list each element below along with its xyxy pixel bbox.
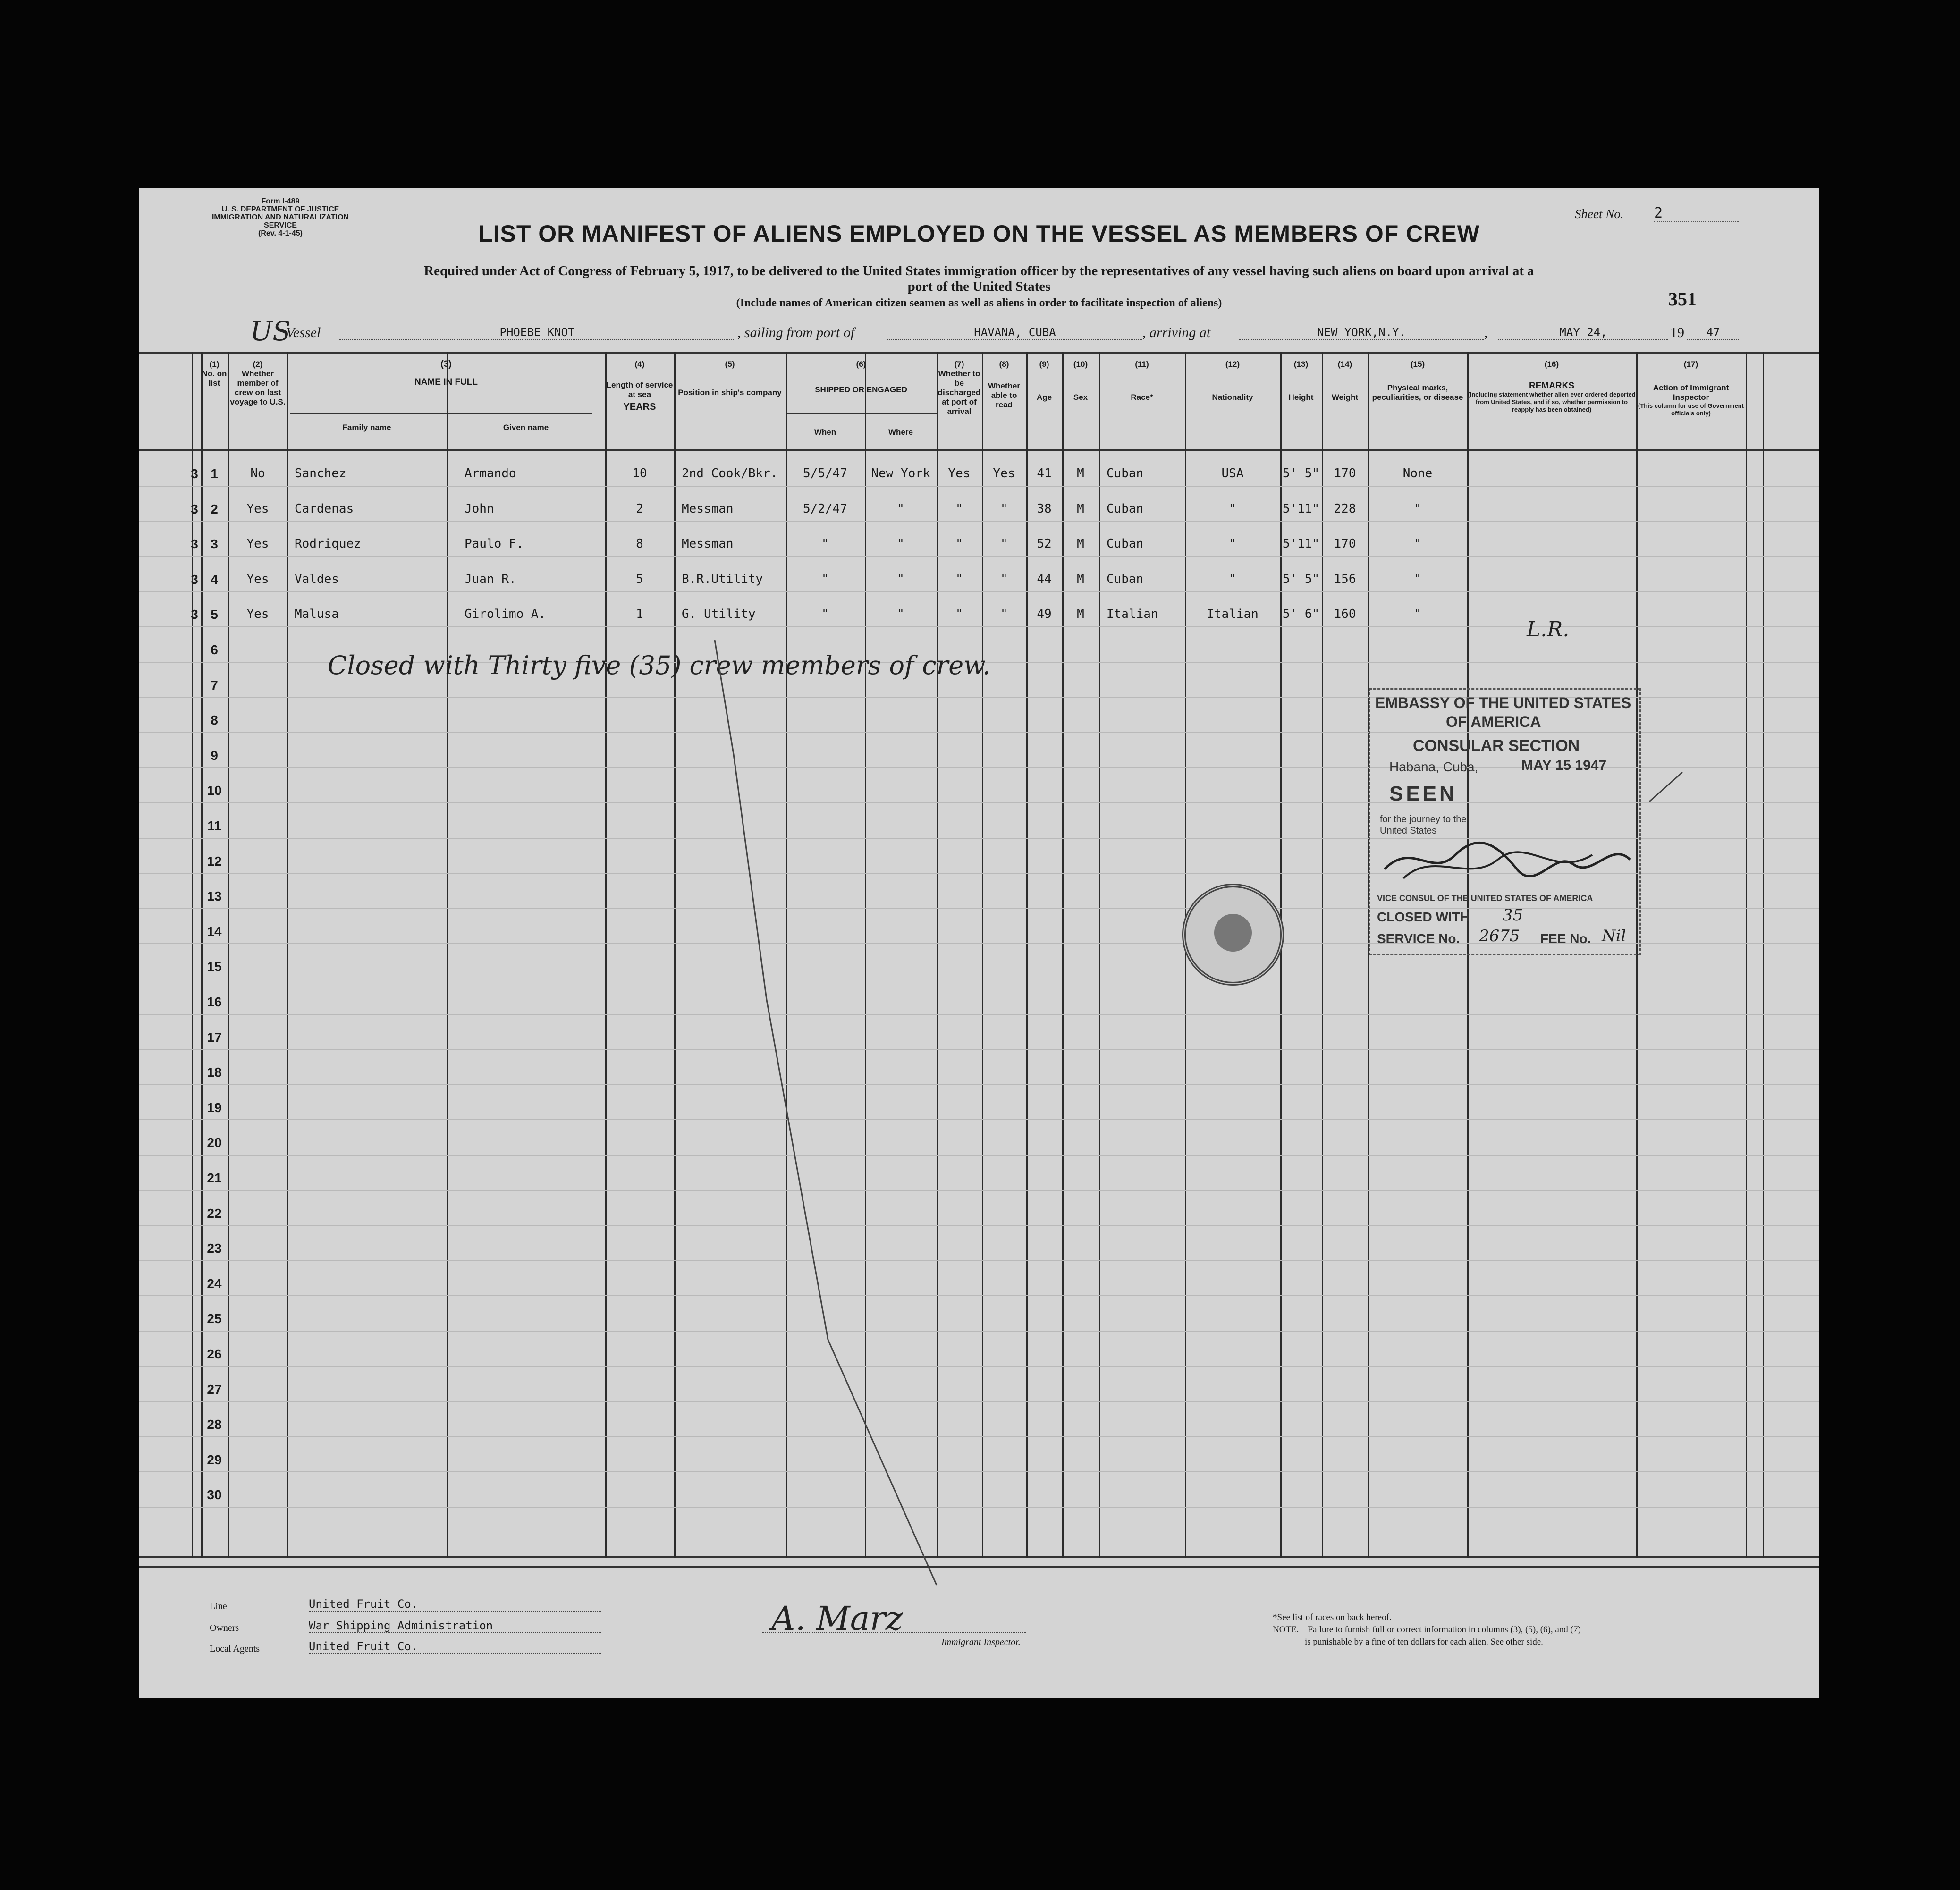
cell-where: New York — [871, 466, 930, 481]
row-number: 9 — [211, 748, 218, 763]
cell-height: 5'11" — [1282, 537, 1320, 551]
stamp-seen: SEEN — [1389, 782, 1457, 805]
note-races: *See list of races on back hereof. — [1273, 1612, 1392, 1622]
col-family-name: Family name — [342, 423, 391, 432]
col12-num: (12) — [1225, 360, 1240, 369]
col-inspector-note: (This column for use of Government officials only) — [1638, 402, 1744, 417]
cell-nationality: Italian — [1207, 607, 1259, 622]
cell-prev: Yes — [246, 501, 269, 516]
cell-family: Cardenas — [295, 501, 354, 516]
row-number: 1 — [211, 466, 218, 481]
row-number: 18 — [207, 1065, 222, 1080]
col15-num: (15) — [1410, 360, 1425, 369]
col-race: Race* — [1131, 393, 1153, 402]
cell-years: 10 — [632, 466, 647, 481]
row-number-prefix: 3 — [191, 572, 198, 587]
row-number: 21 — [207, 1171, 222, 1185]
stamp-place: Habana, Cuba, — [1389, 759, 1478, 774]
col-weight: Weight — [1331, 393, 1359, 402]
row-number: 17 — [207, 1029, 222, 1045]
cell-marks: None — [1402, 466, 1433, 481]
cell-read: " — [1000, 501, 1008, 516]
cell-weight: 228 — [1334, 501, 1356, 516]
stamp-closed-label: CLOSED WITH — [1377, 910, 1470, 924]
col-where: Where — [888, 428, 913, 437]
col-remarks-note: (Including statement whether alien ever ordered deported from United States, and if so, whether permission to reapply has been obtained) — [1468, 391, 1636, 413]
row-number: 20 — [207, 1135, 222, 1150]
cell-years: 1 — [636, 607, 643, 622]
vessel-name: PHOEBE KNOT — [339, 326, 735, 340]
arrival-year: 47 — [1687, 326, 1739, 340]
row-number: 14 — [207, 924, 222, 939]
agents-label: Local Agents — [210, 1644, 260, 1654]
row-number: 15 — [207, 959, 222, 974]
cell-read: " — [1000, 607, 1008, 622]
stamp-closed-value: 35 — [1503, 906, 1523, 925]
cell-prev: Yes — [246, 572, 269, 586]
cell-years: 2 — [636, 501, 643, 516]
remark-initials: L.R. — [1527, 617, 1570, 641]
cell-read: " — [1000, 572, 1008, 586]
col17-num: (17) — [1683, 360, 1698, 369]
col-position: Position in ship's company — [678, 388, 782, 397]
row-number: 16 — [207, 995, 222, 1009]
stamp-service-value: 2675 — [1479, 927, 1520, 945]
cell-race: Cuban — [1107, 501, 1144, 516]
row-number: 5 — [211, 607, 218, 622]
row-number: 19 — [207, 1100, 222, 1115]
cell-weight: 170 — [1334, 466, 1356, 481]
cell-when: 5/2/47 — [803, 501, 847, 516]
row-number: 3 — [211, 537, 218, 552]
stamp-journey-us: United States — [1380, 826, 1437, 836]
row-number: 6 — [211, 642, 218, 657]
note-penalty: NOTE.—Failure to furnish full or correct information in columns (3), (5), (6), and (7) — [1273, 1625, 1581, 1635]
row-number: 11 — [207, 818, 221, 833]
row-number: 24 — [207, 1276, 222, 1291]
cell-position: Messman — [682, 501, 734, 516]
col-previous-voyage: Whether member of crew on last voyage to U.S. — [230, 369, 286, 406]
cell-given: Armando — [465, 466, 516, 481]
col5-num: (5) — [725, 360, 735, 369]
col2-num: (2) — [253, 360, 263, 369]
cell-weight: 160 — [1334, 607, 1356, 622]
col-name-in-full: NAME IN FULL — [414, 377, 478, 387]
cell-sex: M — [1077, 572, 1084, 586]
cell-weight: 156 — [1334, 572, 1356, 586]
stamp-fee-label: FEE No. — [1540, 931, 1591, 946]
cell-nationality: " — [1229, 501, 1236, 516]
row-number: 13 — [207, 889, 222, 904]
col-able-to-read: Whether able to read — [988, 381, 1020, 409]
col-years-unit: YEARS — [623, 402, 656, 412]
cell-family: Malusa — [295, 607, 339, 622]
col-given-name: Given name — [503, 423, 549, 432]
stamp-fee-value: Nil — [1602, 927, 1626, 945]
row-number: 2 — [211, 501, 218, 516]
port-from: HAVANA, CUBA — [887, 326, 1142, 340]
cell-race: Cuban — [1107, 537, 1144, 551]
cell-given: Paulo F. — [465, 537, 524, 551]
cell-position: G. Utility — [682, 607, 756, 622]
cell-read: Yes — [993, 466, 1015, 481]
cell-height: 5'11" — [1282, 501, 1320, 516]
line-label: Line — [210, 1601, 227, 1612]
stamp-vice-consul: VICE CONSUL OF THE UNITED STATES OF AMERICA — [1377, 894, 1593, 903]
owners-value: War Shipping Administration — [309, 1619, 601, 1633]
cell-given: John — [465, 501, 494, 516]
cell-family: Valdes — [295, 572, 339, 586]
cell-prev: No — [250, 466, 265, 481]
note-penalty-cont: is punishable by a fine of ten dollars for each alien. See other side. — [1305, 1637, 1543, 1647]
cell-discharge: " — [955, 572, 963, 586]
row-number: 29 — [207, 1452, 222, 1467]
col16-num: (16) — [1544, 360, 1559, 369]
row-number: 22 — [207, 1206, 222, 1221]
col-inspector-action: Action of Immigrant Inspector — [1653, 383, 1729, 402]
row-number: 7 — [211, 677, 218, 692]
sheet-no-label: Sheet No. — [1575, 207, 1624, 221]
stamp-date: MAY 15 1947 — [1521, 758, 1607, 773]
col-remarks: REMARKS — [1529, 381, 1575, 391]
col-physical-marks: Physical marks, peculiarities, or disease — [1372, 383, 1463, 402]
consul-signature — [1375, 831, 1639, 888]
arriving-label: , arriving at — [1142, 325, 1211, 340]
col-discharged: Whether to be discharged at port of arrival — [938, 369, 981, 416]
row-number: 28 — [207, 1417, 222, 1432]
revision: (Rev. 4-1-45) — [258, 229, 303, 237]
col3-num: (3) — [440, 359, 452, 369]
row-number: 25 — [207, 1311, 222, 1326]
cell-age: 44 — [1037, 572, 1052, 586]
cell-where: " — [897, 607, 904, 622]
col-shipped-engaged: SHIPPED OR ENGAGED — [815, 385, 907, 394]
row-number: 10 — [207, 783, 222, 798]
col11-num: (11) — [1135, 360, 1149, 369]
cell-marks: " — [1414, 501, 1421, 516]
cell-discharge: Yes — [948, 466, 971, 481]
sheet-no-value: 2 — [1654, 205, 1739, 222]
col-no-on-list: No. on list — [202, 369, 227, 388]
cell-given: Girolimo A. — [465, 607, 546, 622]
row-number-prefix: 3 — [191, 537, 198, 552]
cell-nationality: " — [1229, 537, 1236, 551]
col4-num: (4) — [634, 360, 645, 369]
consulate-stamp — [1369, 688, 1641, 955]
col7-num: (7) — [954, 360, 964, 369]
cell-marks: " — [1414, 572, 1421, 586]
row-number: 12 — [207, 853, 222, 869]
form-number: Form I-489 — [261, 197, 300, 205]
cell-weight: 170 — [1334, 537, 1356, 551]
cell-age: 41 — [1037, 466, 1052, 481]
cell-nationality: USA — [1221, 466, 1244, 481]
row-number: 30 — [207, 1487, 222, 1502]
arrival-date: MAY 24, — [1498, 326, 1668, 340]
cell-age: 52 — [1037, 537, 1052, 551]
row-number-prefix: 3 — [191, 466, 198, 481]
cell-given: Juan R. — [465, 572, 516, 586]
cell-marks: " — [1414, 537, 1421, 551]
row-number: 27 — [207, 1382, 222, 1397]
line-value: United Fruit Co. — [309, 1597, 601, 1612]
col13-num: (13) — [1293, 360, 1309, 369]
row-number: 4 — [211, 572, 218, 587]
cell-read: " — [1000, 537, 1008, 551]
col14-num: (14) — [1337, 360, 1352, 369]
stamp-journey: for the journey to the — [1380, 814, 1467, 825]
inspector-label: Immigrant Inspector. — [941, 1637, 1021, 1647]
cell-where: " — [897, 501, 904, 516]
cell-position: B.R.Utility — [682, 572, 763, 586]
department: U. S. DEPARTMENT OF JUSTICE — [221, 205, 339, 213]
consular-seal — [1182, 884, 1284, 986]
closing-note: Closed with Thirty five (35) crew members of crew. — [328, 650, 991, 680]
cell-prev: Yes — [246, 607, 269, 622]
port-to: NEW YORK,N.Y. — [1239, 326, 1484, 340]
page-number: 351 — [1668, 288, 1697, 310]
cell-marks: " — [1414, 607, 1421, 622]
year-prefix: 19 — [1670, 325, 1684, 340]
cell-nationality: " — [1229, 572, 1236, 586]
subtitle-act: Required under Act of Congress of February 5, 1917, to be delivered to the United States immigration officer by the representatives of any vessel having such aliens on board upon arrival at a — [424, 263, 1534, 278]
row-number: 26 — [207, 1347, 222, 1361]
cell-discharge: " — [955, 501, 963, 516]
col1-num: (1) — [209, 360, 220, 369]
col9-num: (9) — [1039, 360, 1049, 369]
col6-num: (6) — [856, 360, 866, 369]
cell-age: 49 — [1037, 607, 1052, 622]
subtitle-include: (Include names of American citizen seamen as well as aliens in order to facilitate inspection of aliens) — [736, 297, 1222, 309]
stamp-consular: CONSULAR SECTION — [1413, 737, 1580, 755]
cell-sex: M — [1077, 537, 1084, 551]
cell-position: 2nd Cook/Bkr. — [682, 466, 778, 481]
owners-label: Owners — [210, 1623, 239, 1633]
row-number: 23 — [207, 1241, 222, 1256]
cell-when: " — [821, 572, 829, 586]
cell-height: 5' 5" — [1282, 572, 1320, 586]
cell-where: " — [897, 537, 904, 551]
cell-race: Italian — [1107, 607, 1158, 622]
row-number: 8 — [211, 713, 218, 728]
cell-discharge: " — [955, 607, 963, 622]
sailing-label: , sailing from port of — [737, 325, 855, 340]
service: IMMIGRATION AND NATURALIZATION SERVICE — [211, 213, 349, 229]
page-title: LIST OR MANIFEST OF ALIENS EMPLOYED ON THE VESSEL AS MEMBERS OF CREW — [478, 220, 1480, 247]
cell-family: Rodriquez — [295, 537, 361, 551]
agents-value: United Fruit Co. — [309, 1640, 601, 1654]
cell-prev: Yes — [246, 537, 269, 551]
vessel-label: Vessel — [286, 325, 321, 340]
cell-discharge: " — [955, 537, 963, 551]
cell-sex: M — [1077, 466, 1084, 481]
cell-race: Cuban — [1107, 466, 1144, 481]
stamp-america: OF AMERICA — [1446, 713, 1541, 730]
manifest-sheet: Form I-489 U. S. DEPARTMENT OF JUSTICE IMMIGRATION AND NATURALIZATION SERVICE (Rev. 4-1-45) Sheet No. 2 LIST OR MANIFEST OF ALIENS EMPLOYED ON THE VESSEL AS MEMBERS OF CREW Required under Act of Congress of February 5, 1917, to be delivered to the United States immigration officer by the representatives of any vessel having such aliens on board upon arrival at a port of the United States (Include names of American citizen seamen as well as aliens in order to facilitate inspection of aliens) 351 US Vessel PHOEBE KNOT , sailing from port of HAVANA, CUBA , arriving at NEW YORK,N.Y. , MAY 24, 19 47 (1) No. on list (2) Whether member of crew on last voyage to U.S. (3) NAME IN FULL Family name Given name (4) Length of service at sea YEARS (5) Position in ship's company (6) SHIPPED OR ENGAGED When Where (7) Whether to be discharged at port of arrival (8) Whether able to read (9) Age (10) Sex (11) Race* (12) Nationality (13) Height (14) Weight (15) Physical marks, peculiarities, or disease (16) REMARKS (Including statement whether alien ever ordered deported from United States, and if so, whether permission to reapply has been obtained) (17) Action of Immigrant Inspector (This column for use of Government officials only) 3 1 No Sanchez Armando 10 2nd Cook/Bkr. 5/5/47 New York Yes Yes 41 M Cuban USA 5' 5" 170 None 3 2 Yes Cardenas John 2 Messman 5/2/47 " " " 38 M Cuban " 5'11" 228 " 3 3 Yes Rodriquez Paulo F. 8 Messman " " " " 52 M Cuban " 5'11" 170 " 3 4 Yes Valdes Juan R. 5 B.R.Utility " " " " 44 M Cuban " 5' 5" 156 " 3 5 Yes Malusa Girolimo A. 1 G. Utility " " " " 49 M Italian Italian 5' 6" 160 " 6 7 8 9 10 11 12 13 14 15 16 17 18 19 20 21 22 23 24 25 26 27 28 29 30 Closed with Thirty five (35) crew members of crew. L.R. EMBASSY OF THE UNITED STATES OF AMERICA CONSULAR SECTION Habana, Cuba, MAY 15 1947 SEEN for the journey to the United States VICE CONSUL OF THE UNITED STATES OF AMERICA CLOSED WITH 35 SERVICE No. 2675 FEE No. Nil Line United Fruit Co. Owners War Shipping Administration Local Agents United Fruit Co. A. Marz Immigrant Inspector. *See list of races on back hereof. NOTE.—Failure to furnish full or correct information in columns (3), (5), (6), and (7) is punishable by a fine of ten dollars for each alien. See other side. — [139, 188, 1819, 1698]
col-sex: Sex — [1073, 393, 1088, 402]
cell-race: Cuban — [1107, 572, 1144, 586]
row-number-prefix: 3 — [191, 501, 198, 516]
cell-years: 8 — [636, 537, 643, 551]
cell-when: " — [821, 607, 829, 622]
col-height: Height — [1288, 393, 1314, 402]
cell-where: " — [897, 572, 904, 586]
us-mark: US — [250, 316, 291, 347]
col-when: When — [814, 428, 836, 437]
cell-family: Sanchez — [295, 466, 346, 481]
col8-num: (8) — [999, 360, 1009, 369]
row-number-prefix: 3 — [191, 607, 198, 622]
inspector-signature: A. Marz — [771, 1599, 903, 1638]
stamp-service-label: SERVICE No. — [1377, 931, 1460, 946]
col-nationality: Nationality — [1212, 393, 1253, 402]
col-age: Age — [1036, 393, 1052, 402]
cell-sex: M — [1077, 607, 1084, 622]
cell-age: 38 — [1037, 501, 1052, 516]
cell-height: 5' 5" — [1282, 466, 1320, 481]
cell-when: 5/5/47 — [803, 466, 847, 481]
stamp-embassy: EMBASSY OF THE UNITED STATES — [1375, 694, 1631, 711]
cell-height: 5' 6" — [1282, 607, 1320, 622]
cell-position: Messman — [682, 537, 734, 551]
col10-num: (10) — [1073, 360, 1088, 369]
cell-sex: M — [1077, 501, 1084, 516]
subtitle-port: port of the United States — [907, 279, 1051, 294]
cell-years: 5 — [636, 572, 643, 586]
col-length-of-service: Length of service at sea — [606, 380, 673, 399]
cell-when: " — [821, 537, 829, 551]
